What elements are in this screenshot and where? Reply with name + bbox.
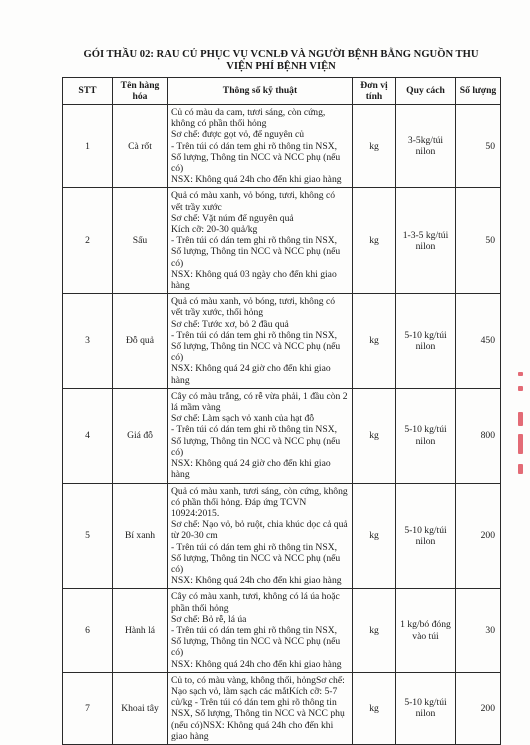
document-title [62,49,500,73]
cell-pack: 5-10 kg/túi nilon [396,672,456,744]
cell-unit: kg [353,105,396,188]
cell-unit: kg [353,672,396,744]
cell-name: Cà rốt [113,105,168,188]
cell-stt: 2 [63,188,113,294]
spec-line: Quả có màu xanh, tươi sáng, còn cứng, không có phần thối hỏng. Đáp ứng TCVN 10924:2015. [171,485,348,519]
spec-line: - Trên túi có dán tem ghi rõ thông tin NSX, Số lượng, Thông tin NCC và NCC phụ (nếu có) [171,329,341,364]
header-unit: Đơn vị tính [353,78,396,105]
title-line-1: GÓI THẦU 02: RAU CỦ PHỤC VỤ VCNLĐ VÀ NGƯỜI BỆNH BẰNG NGUỒN THU [83,49,479,60]
spec-line: NSX: Không quá 24h cho đến khi giao hàng [171,174,342,186]
cell-pack: 5-10 kg/túi nilon [396,483,456,589]
cell-spec [168,388,353,483]
cell-name: Sấu [113,188,168,294]
header-pack: Quy cách [396,78,456,105]
table-row [63,483,501,589]
cell-name: Đỗ quả [113,294,168,389]
cell-pack: 1-3-5 kg/túi nilon [396,188,456,294]
cell-stt: 1 [63,105,113,188]
cell-qty: 200 [456,672,501,744]
spec-line: - Trên túi có dán tem ghi rõ thông tin NSX, Số lượng, Thông tin NCC và NCC phụ (nếu có) [171,235,341,269]
cell-stt: 7 [63,672,113,744]
cell-pack: 5-10 kg/túi nilon [396,388,456,483]
spec-line: Cây có màu xanh, tươi, không có lá úa hoặc phần thối hỏng [171,591,340,614]
table-row [63,294,501,389]
spec-line: Sơ chế: Nạo vỏ, bỏ ruột, chia khúc dọc cả quả từ 20-30 cm [171,519,348,542]
cell-name: Khoai tây [113,672,168,744]
cell-stt: 4 [63,388,113,483]
table-row [63,105,501,188]
cell-pack: 1 kg/bó đóng vào túi [396,589,456,672]
cell-spec [168,105,353,188]
header-spec: Thông số kỹ thuật [168,78,353,105]
cell-unit: kg [353,589,396,672]
header-name: Tên hàng hóa [113,78,168,105]
spec-line: Sơ chế: Vặt núm để nguyên quả [171,212,294,224]
spec-line: Quả có màu xanh, vỏ bóng, tươi, không có vết trầy xước [171,190,336,213]
table-header-row [63,78,501,105]
spec-line: NSX: Không quá 24 giờ cho đến khi giao hàng [171,458,331,481]
table-row [63,589,501,672]
title-line-2: VIỆN PHÍ BỆNH VIỆN [226,61,336,72]
cell-pack: 5-10 kg/túi nilon [396,294,456,389]
spec-line: NSX: Không quá 24h cho đến khi giao hàng [171,658,342,670]
spec-line: NSX: Không quá 03 ngày cho đến khi giao hàng [171,268,337,292]
spec-line: Củ có màu da cam, tươi sáng, còn cứng, không có phần thối hỏng [171,107,326,130]
cell-qty: 200 [456,483,501,589]
spec-line: NSX: Không quá 24 giờ cho đến khi giao hàng [171,363,331,386]
specification-table [62,77,501,745]
spec-line: - Trên túi có dán tem ghi rõ thông tin NSX, Số lượng, Thông tin NCC và NCC phụ (nếu có) [171,541,341,575]
spec-line: - Trên túi có dán tem ghi rõ thông tin NSX, Số lượng, Thông tin NCC và NCC phụ (nếu có) [171,424,341,458]
cell-unit: kg [353,483,396,589]
cell-qty: 50 [456,188,501,294]
header-qty: Số lượng [456,78,501,105]
cell-name: Giá đỗ [113,388,168,483]
spec-line: Cây có màu trắng, có rễ vừa phải, 1 đầu còn 2 lá mầm vàng [171,390,348,414]
spec-line: Sơ chế: Làm sạch vỏ xanh của hạt đỗ [171,413,315,425]
spec-line: - Trên túi có dán tem ghi rõ thông tin NSX, Số lượng, Thông tin NCC và NCC phụ (nếu có) [171,140,341,175]
spec-line: - Trên túi có dán tem ghi rõ thông tin NSX, Số lượng, Thông tin NCC và NCC phụ (nếu có) [171,624,341,659]
header-stt: STT [63,78,113,105]
spec-line: Củ to, có màu vàng, không thối, hỏngSơ chế: Nạo sạch vỏ, làm sạch các mắtKích cỡ: 5-7 củ/kg - Trên túi có dán tem ghi rõ thông tin NSX, Số lượng, Thông tin NCC và NCC phụ (nếu có)NSX: Không quá 24h cho đến khi giao hàng [171,674,345,742]
spec-line: Sơ chế: Tước xơ, bỏ 2 đầu quả [171,318,289,330]
cell-qty: 800 [456,388,501,483]
cell-qty: 50 [456,105,501,188]
cell-unit: kg [353,294,396,389]
cell-pack: 3-5kg/túi nilon [396,105,456,188]
table-row [63,188,501,294]
cell-spec [168,294,353,389]
spec-line: Sơ chế: được gọt vỏ, để nguyên củ [171,129,305,141]
cell-name: Bí xanh [113,483,168,589]
cell-stt: 5 [63,483,113,589]
cell-spec [168,672,353,744]
spec-line: NSX: Không quá 24h cho đến khi giao hàng [171,575,342,587]
table-body [63,105,501,745]
spec-line: Quả có màu xanh, vỏ bóng, tươi, không có vết trầy xước, thối hỏng [171,296,336,319]
cell-spec [168,188,353,294]
stamp-marks [518,372,528,482]
spec-line: Sơ chế: Bỏ rễ, lá úa [171,613,247,625]
cell-unit: kg [353,388,396,483]
cell-stt: 6 [63,589,113,672]
cell-spec [168,483,353,589]
cell-qty: 30 [456,589,501,672]
cell-qty: 450 [456,294,501,389]
table-row [63,672,501,744]
table-row [63,388,501,483]
spec-line: Kích cỡ: 20-30 quả/kg [171,224,258,236]
cell-spec [168,589,353,672]
cell-stt: 3 [63,294,113,389]
cell-name: Hành lá [113,589,168,672]
cell-unit: kg [353,188,396,294]
